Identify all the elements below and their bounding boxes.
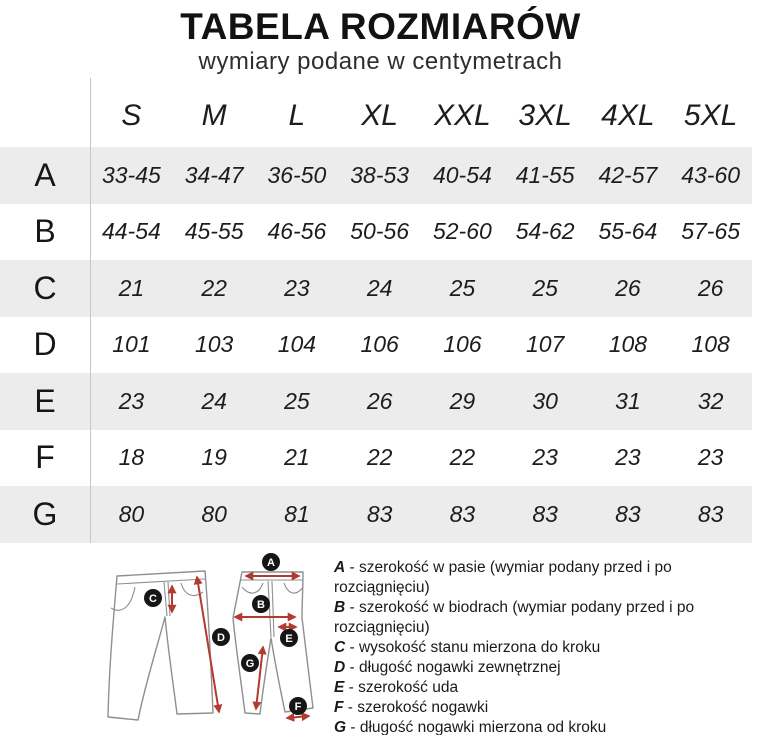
table-cell: 19 [201,444,227,471]
column-header-xxl: XXL [434,99,491,132]
table-row-b [0,204,752,261]
table-cell: 103 [194,331,234,358]
table-cell: 83 [532,500,558,527]
badge-letter-g: G [245,657,255,670]
table-cell: 83 [449,500,476,527]
table-cell: 45-55 [184,218,244,245]
badge-letter-c: C [149,592,157,605]
table-cell: 25 [449,274,476,301]
table-row-a [0,147,752,204]
arrow-f [287,716,309,718]
column-header-3xl: 3XL [518,99,572,132]
table-cell: 23 [532,444,558,471]
table-cell: 80 [201,500,227,527]
table-cell: 104 [277,331,317,358]
legend-text: - szerokość uda [348,679,459,696]
page-title: TABELA ROZMIARÓW [180,6,581,47]
legend-text: - szerokość w biodrach (wymiar podany przed i po rozciągnięciu) [334,599,695,636]
pants-measurement-diagram [95,550,340,735]
column-header-m: M [201,99,227,132]
table-cell: 106 [360,331,399,358]
table-column-divider [90,78,91,543]
table-cell: 23 [697,444,724,471]
table-cell: 41-55 [515,161,575,188]
table-cell: 23 [118,387,145,414]
table-cell: 36-50 [267,161,327,188]
badge-letter-e: E [285,632,293,645]
table-cell: 81 [284,500,310,527]
badge-letter-f: F [294,700,302,713]
table-cell: 21 [118,274,145,301]
table-cell: 23 [615,444,641,471]
legend-text: - długość nogawki mierzona od kroku [350,719,607,735]
table-cell: 34-47 [184,161,244,188]
row-label-a: A [34,156,56,193]
table-cell: 101 [112,331,151,358]
table-cell: 106 [443,331,482,358]
table-cell: 24 [201,387,227,414]
table-cell: 108 [608,331,648,358]
table-header-row [0,85,752,147]
table-cell: 54-62 [515,218,575,245]
legend-letter: E [334,679,345,696]
legend-text: - szerokość w pasie (wymiar podany przed i po rozciągnięciu) [334,559,672,596]
table-row-d [0,317,752,374]
table-cell: 22 [201,274,227,301]
table-cell: 24 [366,274,393,301]
legend-letter: C [334,639,346,656]
table-cell: 52-60 [432,218,492,245]
legend-letter: A [334,559,346,576]
table-row-c [0,260,752,317]
column-header-l: L [288,99,306,132]
page-header [0,6,761,75]
legend-text: - wysokość stanu mierzona do kroku [349,639,601,656]
table-cell: 23 [284,274,310,301]
legend-text: - długość nogawki zewnętrznej [349,659,561,676]
table-cell: 43-60 [681,161,741,188]
table-row-f [0,430,752,487]
table-cell: 26 [366,387,393,414]
table-cell: 30 [532,387,558,414]
table-cell: 55-64 [598,218,658,245]
legend-item-e [334,678,758,698]
badge-letter-a: A [267,556,275,569]
page-subtitle: wymiary podane w centymetrach [198,47,563,75]
pants-diagram-left [108,571,219,720]
table-cell: 107 [525,331,565,358]
badge-letter-b: B [257,598,265,611]
row-label-b: B [34,213,56,250]
legend-letter: G [334,719,347,735]
table-cell: 80 [118,500,145,527]
table-cell: 46-56 [267,218,327,245]
legend-letter: D [334,659,346,676]
column-header-5xl: 5XL [683,99,738,132]
table-cell: 32 [697,387,724,414]
table-cell: 108 [691,331,730,358]
table-cell: 83 [615,500,641,527]
table-row-g [0,486,752,543]
badge-letter-d: D [217,631,225,644]
table-cell: 22 [449,444,476,471]
row-label-d: D [33,326,57,363]
table-cell: 25 [284,387,310,414]
table-cell: 31 [615,387,641,414]
table-cell: 44-54 [101,218,161,245]
legend-item-b [334,598,758,638]
table-cell: 83 [366,500,393,527]
table-cell: 50-56 [350,218,410,245]
table-cell: 22 [366,444,393,471]
pants-diagram-right [233,572,313,718]
legend-item-d [334,658,758,678]
legend-item-c [334,638,758,658]
column-header-s: S [121,99,142,132]
table-cell: 33-45 [101,161,161,188]
legend-item-f [334,698,758,718]
table-cell: 25 [532,274,558,301]
row-label-g: G [32,495,58,532]
legend-text: - szerokość nogawki [347,699,489,716]
row-label-e: E [34,382,56,419]
table-cell: 57-65 [681,218,741,245]
table-cell: 38-53 [350,161,410,188]
table-cell: 42-57 [598,161,658,188]
legend-letter: F [334,699,344,716]
table-cell: 21 [284,444,310,471]
table-cell: 26 [615,274,641,301]
column-header-4xl: 4XL [601,99,655,132]
pants-outline [233,572,313,714]
table-cell: 40-54 [432,161,492,188]
column-header-xl: XL [361,99,398,132]
table-cell: 83 [697,500,724,527]
legend-letter: B [334,599,346,616]
legend-item-a [334,558,758,598]
table-cell: 18 [118,444,145,471]
row-label-c: C [33,269,57,306]
table-cell: 29 [449,387,476,414]
size-table [0,85,752,543]
measurement-legend [334,558,758,735]
table-cell: 26 [697,274,724,301]
table-row-e [0,373,752,430]
legend-item-g [334,718,758,735]
row-label-f: F [35,439,55,476]
